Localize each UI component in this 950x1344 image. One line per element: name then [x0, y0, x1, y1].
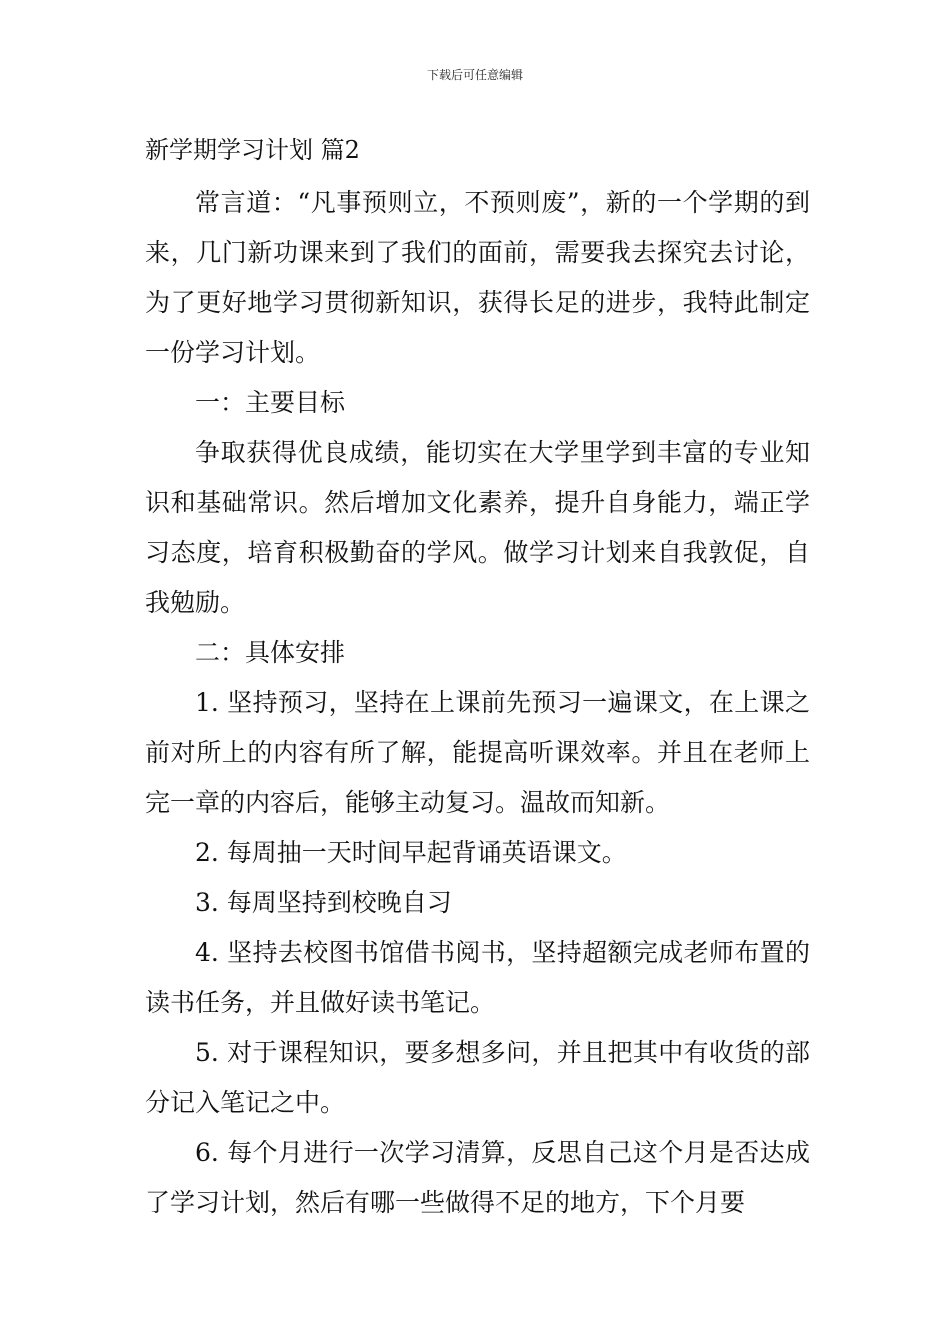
- document-body: [145, 128, 810, 1228]
- intro-paragraph: 常言道：“凡事预则立，不预则废”，新的一个学期的到来，几门新功课来到了我们的面前，需要我去探究去讨论，为了更好地学习贯彻新知识，获得长足的进步，我特此制定一份学习计划。: [145, 188, 810, 367]
- page-header-note: 下载后可任意编辑: [426, 68, 523, 82]
- document-title: 新学期学习计划 篇2: [145, 136, 360, 164]
- plan-item-5: 5. 对于课程知识，要多想多问，并且把其中有收货的部分记入笔记之中。: [145, 1038, 810, 1117]
- section-heading-specific-plan: 二：具体安排: [195, 638, 346, 667]
- plan-item-3: 3. 每周坚持到校晚自习: [195, 888, 452, 917]
- main-goal-paragraph: 争取获得优良成绩，能切实在大学里学到丰富的专业知识和基础常识。然后增加文化素养，提升自身能力，端正学习态度，培育积极勤奋的学风。做学习计划来自我敦促，自我勉励。: [145, 438, 810, 617]
- plan-item-6: 6. 每个月进行一次学习清算，反思自己这个月是否达成了学习计划，然后有哪一些做得不足的地方，下个月要: [145, 1138, 810, 1217]
- plan-item-1: 1. 坚持预习，坚持在上课前先预习一遍课文，在上课之前对所上的内容有所了解，能提高听课效率。并且在老师上完一章的内容后，能够主动复习。温故而知新。: [145, 688, 810, 817]
- plan-item-4: 4. 坚持去校图书馆借书阅书，坚持超额完成老师布置的读书任务，并且做好读书笔记。: [145, 938, 810, 1017]
- plan-item-2: 2. 每周抽一天时间早起背诵英语课文。: [195, 838, 627, 867]
- section-heading-main-goal: 一：主要目标: [195, 388, 346, 417]
